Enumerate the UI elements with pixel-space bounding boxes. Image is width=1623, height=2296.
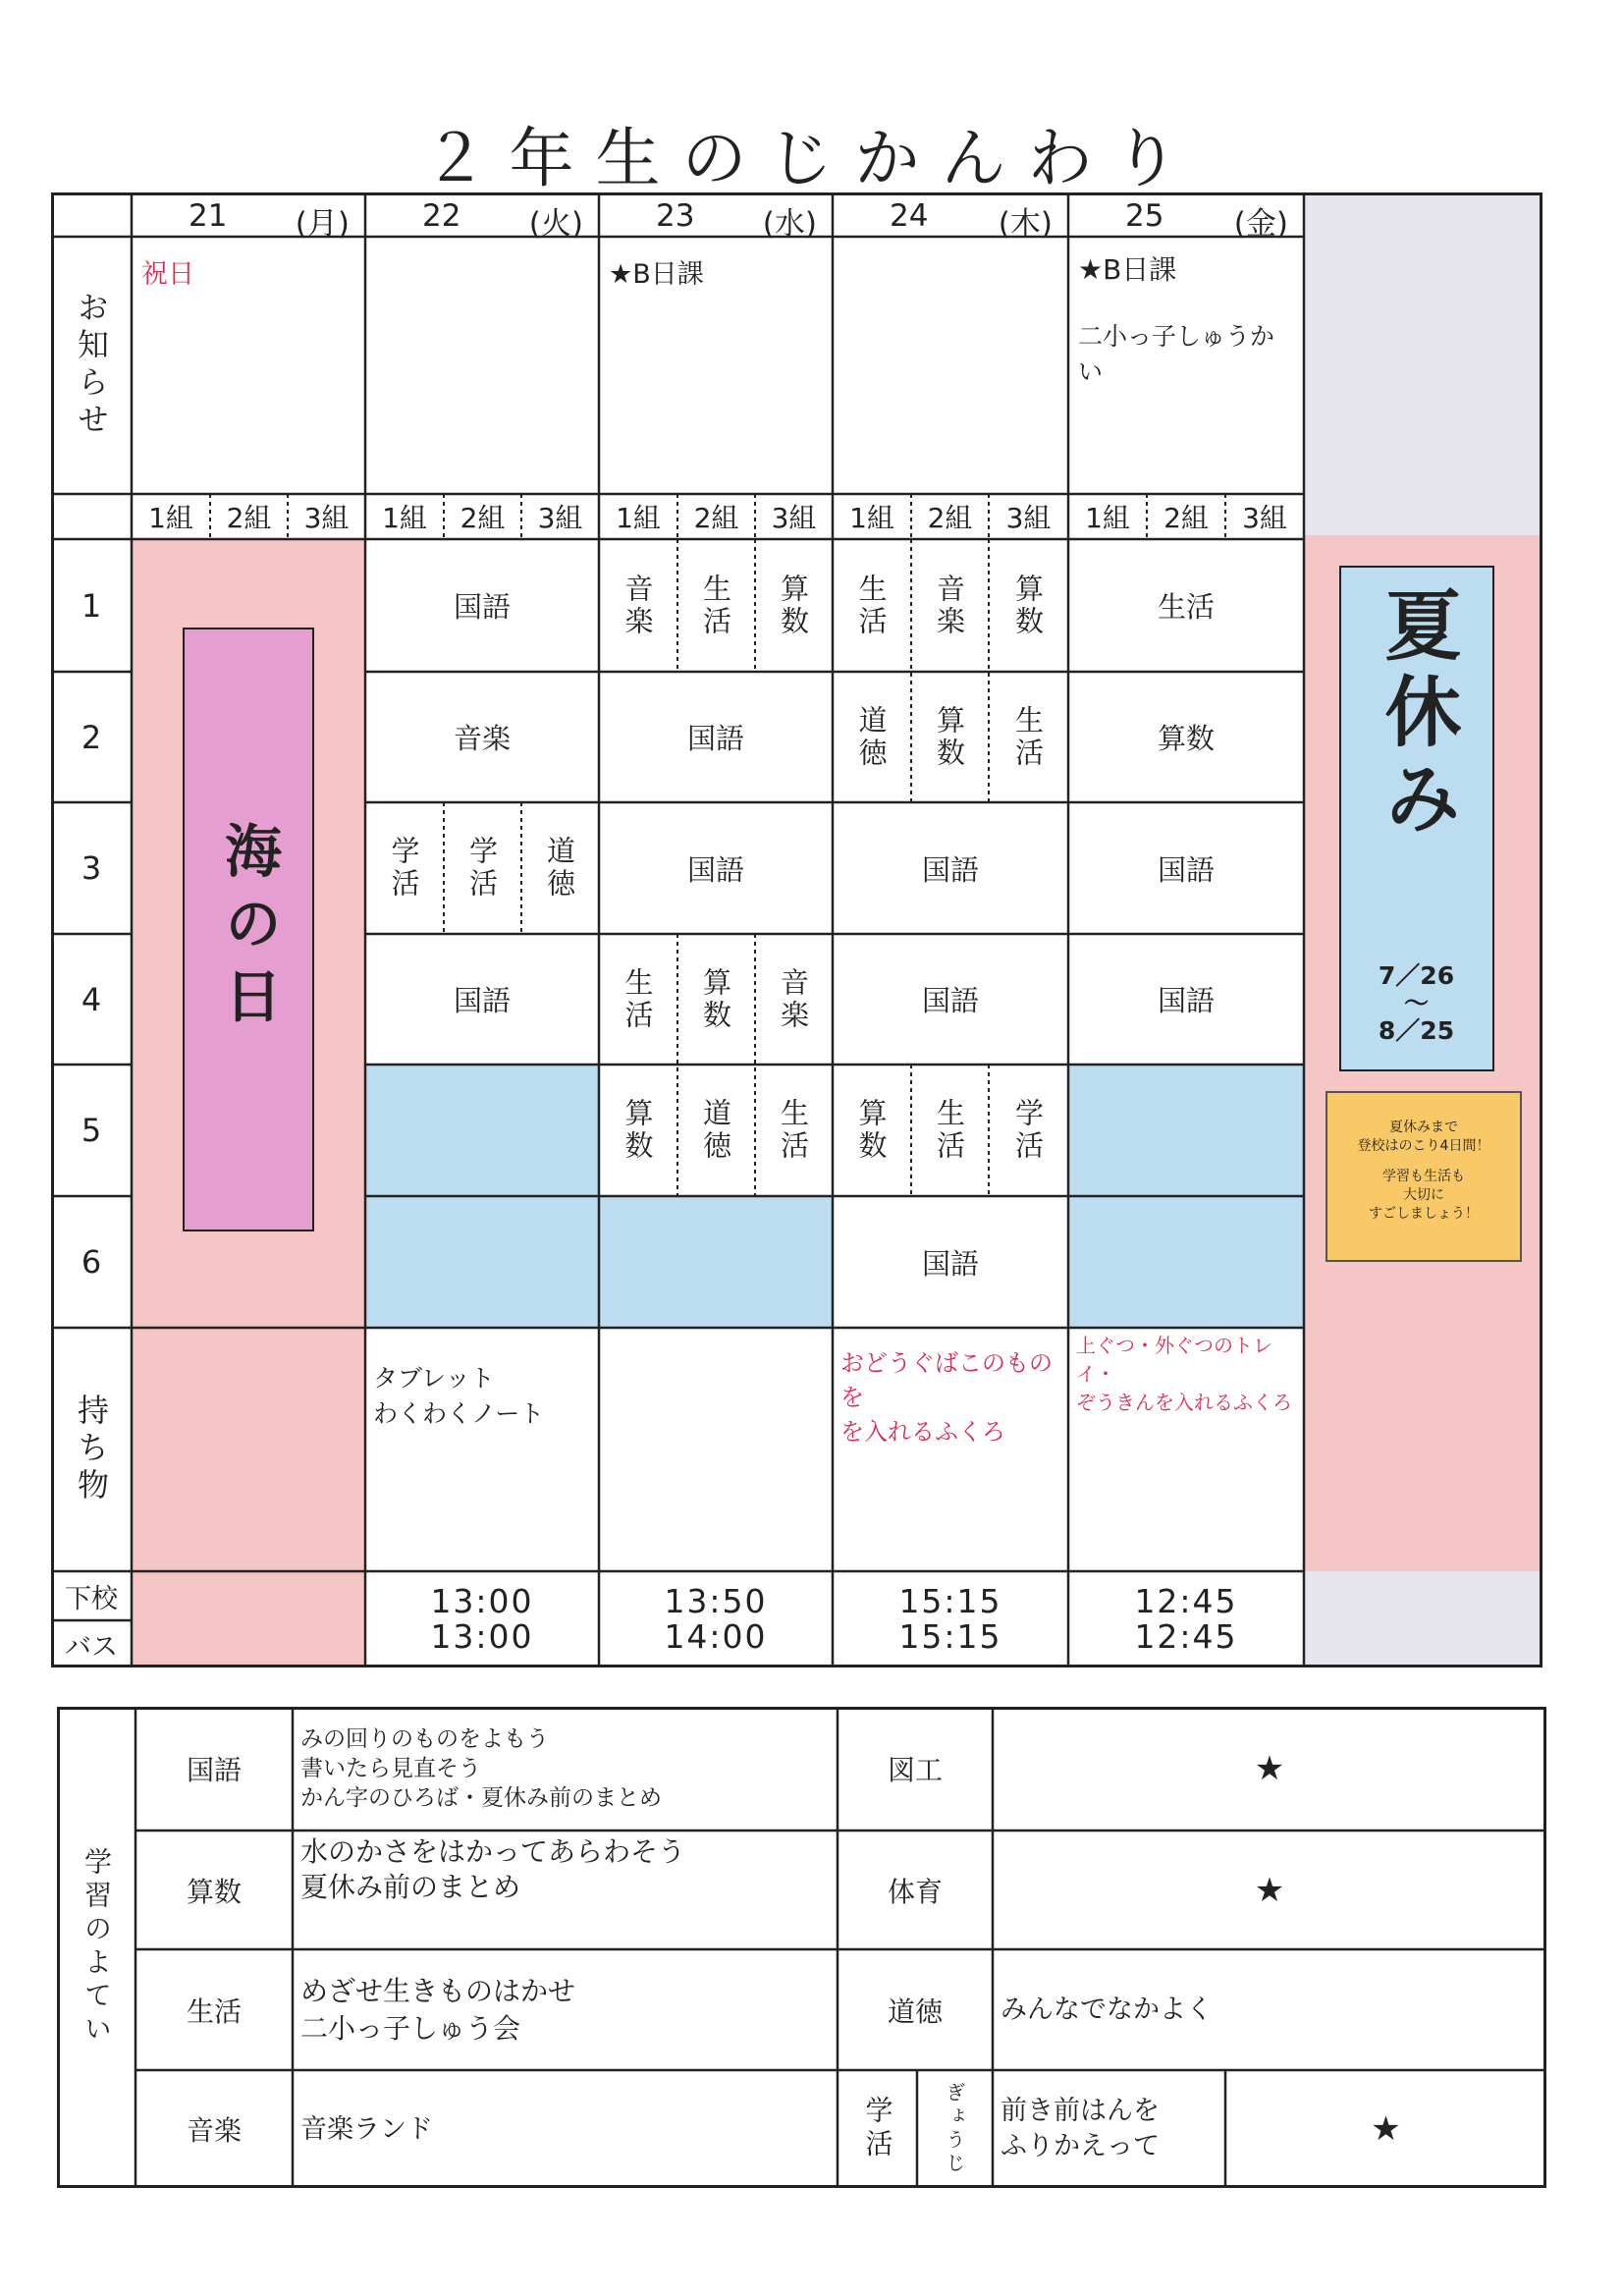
- dismissal-time: 12:45: [1134, 1582, 1238, 1620]
- period-label: 3: [81, 849, 102, 887]
- plan-line: 夏休み前のまとめ: [300, 1871, 521, 1903]
- plan-desc-ongaku: [293, 2070, 838, 2188]
- note-line: 大切に: [1403, 1187, 1444, 1203]
- period-label: 4: [81, 980, 102, 1018]
- class-label: 1組: [148, 502, 193, 534]
- period-label: 1: [81, 586, 102, 625]
- class-label: 3組: [1242, 502, 1287, 534]
- plan-side-label: 学習のよてい: [81, 1847, 113, 2048]
- belongings-tue: [365, 1328, 599, 1571]
- plan-line: 前き前はんを: [1001, 2096, 1160, 2126]
- bus-time: 14:00: [664, 1617, 768, 1656]
- dismissal-time: 13:50: [664, 1582, 768, 1620]
- notice-wed: [599, 237, 833, 494]
- note-line: すごしましょう！: [1369, 1206, 1479, 1222]
- lesson-cell: 国語: [453, 984, 511, 1017]
- summer-vacation-panel: [1339, 566, 1494, 1071]
- plan-label-zuko: 図工: [887, 1754, 943, 1786]
- class-label: 2組: [927, 502, 973, 534]
- notice-text: ★B日課: [1078, 253, 1177, 286]
- plan-value-taiiku: ★: [1254, 1870, 1285, 1910]
- day-weekday: (月): [295, 206, 350, 242]
- lesson-cell: 算数: [933, 704, 966, 770]
- time-fri: [1068, 1571, 1304, 1667]
- plan-label-ongaku: 音楽: [186, 2114, 242, 2147]
- plan-line: かん字のひろば・夏休み前のまとめ: [300, 1785, 662, 1811]
- lesson-cell: 音楽: [621, 573, 655, 638]
- plan-label-kokugo: 国語: [186, 1754, 242, 1786]
- plan-line: みの回りのものをよもう: [300, 1726, 549, 1752]
- holiday-banner: 海の日: [183, 628, 314, 1231]
- class-label: 1組: [616, 502, 661, 534]
- day-header-thu: [833, 192, 1068, 242]
- lesson-cell: 生活: [699, 573, 732, 638]
- lesson-cell: 国語: [921, 984, 979, 1017]
- page-title: ２年生のじかんわり: [422, 121, 1201, 196]
- lesson-cell: 音楽: [933, 573, 966, 638]
- time-thu: [833, 1571, 1068, 1667]
- lesson-cell: 学活: [387, 836, 421, 901]
- day-date: 23: [656, 198, 695, 234]
- notice-fri: [1068, 237, 1304, 494]
- class-label: 3組: [1005, 502, 1052, 534]
- plan-label-taiiku: 体育: [887, 1875, 943, 1908]
- notice-mon: [132, 237, 365, 494]
- lesson-cell: 音楽: [777, 966, 810, 1032]
- day-header-wed: [599, 192, 833, 242]
- bus-time: 13:00: [430, 1617, 534, 1656]
- lesson-cell: 国語: [686, 852, 744, 887]
- dismissal-time: 15:15: [898, 1582, 1002, 1620]
- lesson-cell: 算数: [621, 1098, 655, 1163]
- row-label-dismissal: 下校: [65, 1583, 118, 1614]
- summer-title: 夏休み: [1372, 585, 1461, 845]
- class-label: 1組: [849, 502, 894, 534]
- lesson-cell: 学活: [465, 836, 499, 901]
- time-tue: [365, 1571, 599, 1667]
- lesson-cell: 学活: [1011, 1098, 1045, 1163]
- learning-plan-table: [57, 1707, 1546, 2188]
- day-weekday: (金): [1233, 206, 1288, 242]
- plan-value-gakkatsu: ★: [1371, 2109, 1401, 2149]
- summer-to: 8／25: [1378, 1016, 1455, 1045]
- class-label: 1組: [382, 502, 427, 534]
- lesson-cell: 算数: [1011, 573, 1045, 638]
- lesson-cell: 音楽: [453, 722, 511, 755]
- summer-tilde: ～: [1403, 989, 1429, 1017]
- class-label: 1組: [1085, 502, 1130, 534]
- summer-from: 7／26: [1378, 961, 1455, 990]
- lesson-cell: 道徳: [543, 836, 576, 901]
- belongings-fri: [1068, 1328, 1304, 1571]
- lesson-cell: 国語: [1157, 984, 1215, 1017]
- belongings-text: 上ぐつ・外ぐつのトレイ・: [1076, 1334, 1272, 1386]
- day-header-fri: [1068, 192, 1304, 242]
- lesson-cell: 国語: [686, 722, 744, 755]
- day-header-tue: [365, 192, 599, 242]
- plan-label-seikatsu: 生活: [186, 1995, 242, 2028]
- lesson-cell: 生活: [854, 573, 889, 638]
- note-line: 夏休みまで: [1389, 1120, 1458, 1135]
- notice-text: 祝日: [141, 259, 194, 290]
- lesson-cell: 道徳: [699, 1098, 732, 1163]
- lesson-cell: 算数: [699, 966, 732, 1032]
- dismissal-time: 13:00: [430, 1582, 534, 1620]
- note-line: 登校はのこり4日間！: [1357, 1138, 1490, 1154]
- notice-text: 二小っ子しゅうかい: [1078, 322, 1275, 386]
- lesson-cell: 国語: [453, 590, 511, 624]
- belongings-thu: [833, 1328, 1068, 1571]
- row-label-belongings: 持ち物: [73, 1394, 110, 1505]
- lesson-cell: 算数: [1157, 722, 1215, 755]
- class-label: 2組: [460, 502, 506, 534]
- bus-time: 12:45: [1134, 1617, 1238, 1656]
- period-label: 5: [81, 1112, 102, 1149]
- day-date: 25: [1125, 198, 1164, 234]
- day-date: 22: [422, 198, 461, 234]
- day-date: 21: [189, 198, 228, 234]
- lesson-cell: 生活: [933, 1098, 966, 1163]
- time-wed: [599, 1571, 833, 1667]
- day-weekday: (水): [762, 206, 817, 242]
- belongings-text: わくわくノート: [373, 1399, 545, 1428]
- lesson-cell: 国語: [1157, 852, 1215, 887]
- plan-label-dotoku: 道徳: [887, 1995, 943, 2028]
- timetable: [51, 192, 1542, 1667]
- lesson-cell: 生活: [1011, 704, 1045, 770]
- row-label-notice: お知らせ: [73, 291, 110, 440]
- plan-line: 二小っ子しゅう会: [300, 2011, 521, 2045]
- class-label: 3組: [537, 502, 583, 534]
- lesson-cell: 算数: [854, 1098, 889, 1163]
- plan-desc-seikatsu: [293, 1949, 838, 2070]
- class-label: 3組: [303, 502, 350, 534]
- belongings-text: おどうぐばこのものを: [840, 1349, 1053, 1411]
- note-line: 学習も生活も: [1382, 1169, 1465, 1184]
- class-label: 2組: [226, 502, 272, 534]
- day-weekday: (木): [998, 206, 1053, 242]
- plan-sub-gyoji: ぎょうじ: [943, 2082, 966, 2176]
- plan-line: めざせ生きものはかせ: [300, 1974, 576, 2007]
- lesson-cell: 道徳: [854, 704, 889, 770]
- plan-line: 書いたら見直そう: [300, 1756, 481, 1781]
- lesson-cell: 生活: [1157, 590, 1215, 624]
- summer-note: [1325, 1091, 1522, 1262]
- plan-line: ふりかえって: [1001, 2131, 1160, 2161]
- lesson-cell: 生活: [777, 1098, 810, 1163]
- belongings-text: タブレット: [373, 1364, 495, 1393]
- lesson-cell: 生活: [621, 966, 655, 1032]
- plan-desc-kokugo: [293, 1707, 838, 1831]
- belongings-text: ぞうきんを入れるふくろ: [1076, 1391, 1292, 1414]
- plan-line: 水のかさをはかってあらわそう: [300, 1835, 686, 1868]
- day-header-mon: [132, 192, 365, 242]
- plan-desc-sansu: [293, 1831, 838, 1949]
- class-label: 2組: [693, 502, 739, 534]
- day-date: 24: [890, 198, 929, 234]
- class-label: 3組: [771, 502, 817, 534]
- notice-text: ★B日課: [609, 259, 704, 290]
- plan-value-dotoku: みんなでなかよく: [1001, 1995, 1213, 2025]
- row-label-bus: バス: [65, 1631, 118, 1663]
- plan-line: 音楽ランド: [300, 2113, 433, 2145]
- bus-time: 15:15: [898, 1617, 1002, 1656]
- plan-desc-gakkatsu: [993, 2070, 1225, 2188]
- day-weekday: (火): [528, 206, 583, 242]
- lesson-cell: 国語: [921, 852, 979, 887]
- belongings-text: を入れるふくろ: [840, 1418, 1005, 1446]
- period-label: 6: [81, 1243, 102, 1281]
- plan-value-zuko: ★: [1254, 1749, 1285, 1788]
- lesson-cell: 算数: [777, 573, 810, 638]
- class-label: 2組: [1163, 502, 1209, 534]
- period-label: 2: [81, 718, 102, 756]
- lesson-cell: 国語: [921, 1246, 979, 1281]
- plan-label-sansu: 算数: [186, 1875, 242, 1908]
- plan-label-gakkatsu: 学活: [861, 2096, 894, 2162]
